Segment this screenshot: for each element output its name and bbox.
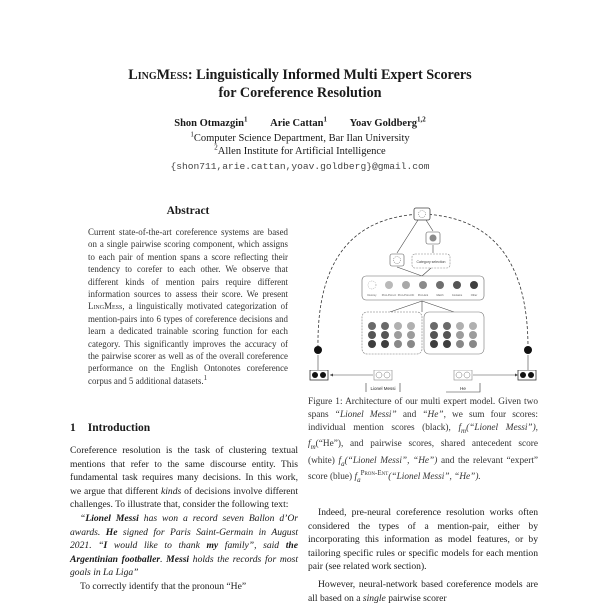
author-list (60, 115, 540, 129)
author-email: {shon711,arie.cattan,yoav.goldberg}@gmail.com (170, 161, 430, 172)
right-column-body (308, 506, 538, 605)
svg-text:Category selection: Category selection (416, 260, 446, 264)
footnote-mark[interactable]: 1 (203, 373, 208, 382)
body-paragraph: However, neural-network based coreference models are all based on a single pairwise scorer (308, 578, 538, 604)
intro-paragraph: To correctly identify that the pronoun “He” (80, 580, 247, 592)
svg-text:Pron-Ent: Pron-Ent (417, 294, 429, 297)
svg-text:Contains: Contains (451, 294, 463, 297)
title-text: : Linguistically Informed Multi Expert Scorers (187, 67, 472, 83)
abstract-heading: Abstract (166, 205, 210, 217)
author: Arie Cattan$^1$ (270, 115, 327, 129)
svg-text:He: He (460, 386, 466, 391)
title-system-name: LingMess (128, 67, 188, 83)
body-paragraph: Indeed, pre-neural coreference resolution works often considered the types of a mention-pair, either by incorporating this information as model features, or by tailoring specific rules or specific models for each mention pair (see related work section). (308, 507, 538, 573)
intro-paragraph: Coreference resolution is the task of clustering textual mentions that refer to the same discourse entity. This fundamental task requires many decisions. In this work, we argue that different kinds of decisions involve different challenges. To illustrate that, consider the following text: (70, 445, 298, 511)
figure-bottom-row (306, 370, 538, 394)
svg-text:Lionel Messi: Lionel Messi (370, 386, 396, 391)
section-heading-introduction: 1 Introduction (70, 422, 151, 434)
introduction-body (70, 444, 298, 594)
architecture-figure (306, 200, 538, 390)
title-line-2: for Coreference Resolution (218, 85, 382, 101)
author: Shon Otmazgin$^1$ (174, 115, 248, 129)
svg-text:Dummy: Dummy (367, 294, 377, 297)
svg-text:Other: Other (470, 294, 478, 297)
svg-text:Pron-Pron-NC: Pron-Pron-NC (397, 294, 415, 297)
affiliation: $^2$Allen Institute for Artificial Intelligence (214, 143, 386, 157)
abstract-body: Current state-of-the-art coreference systems are based on a single pairwise scoring component, which assigns to each pair of mention spans a score reflecting their tendency to corefer to each other. We observe that different kinds of mention pairs require different information sources to assess their score. We present LingMess, a linguistically motivated categorization of mention-pairs into 6 types of coreference decisions and learn a dedicated trainable scoring function for each category. This significantly improves the accuracy of the pairwise scorer as well as of the overall coreference performance on the English Ontonotes coreference corpus and 5 additional datasets.$^1$ (88, 227, 288, 386)
figure-caption: Figure 1: Architecture of our multi expert model. Given two spans “Lionel Messi” and “He”, we sum four scores: individual mention scores (black), $f_m(“Lionel$ Messi”), $f_m(“He”)$, and pairwise scores, shared antecedent score (white) $f_a(“Lionel$ Messi”, “He”) and the relevant “expert” score (blue) $f_a^{Pron-Ent}(“Lionel$ Messi”, “He”). (308, 397, 539, 484)
author: Yoav Goldberg$^{1,2}$ (349, 115, 426, 129)
example-quote: “Lionel Messi has won a record seven Ballon d’Or awards. He signed for Paris Saint-Germain in August 2021. “I would like to thank my family”, said the Argentinian footballer. Messi holds the records for most goals in La Liga” (70, 512, 299, 579)
svg-text:Match: Match (436, 294, 444, 297)
affiliation: $^1$Computer Science Department, Bar Ilan University (190, 130, 410, 144)
paper-title (60, 66, 540, 102)
svg-text:Pron-Pron-C: Pron-Pron-C (381, 294, 397, 297)
